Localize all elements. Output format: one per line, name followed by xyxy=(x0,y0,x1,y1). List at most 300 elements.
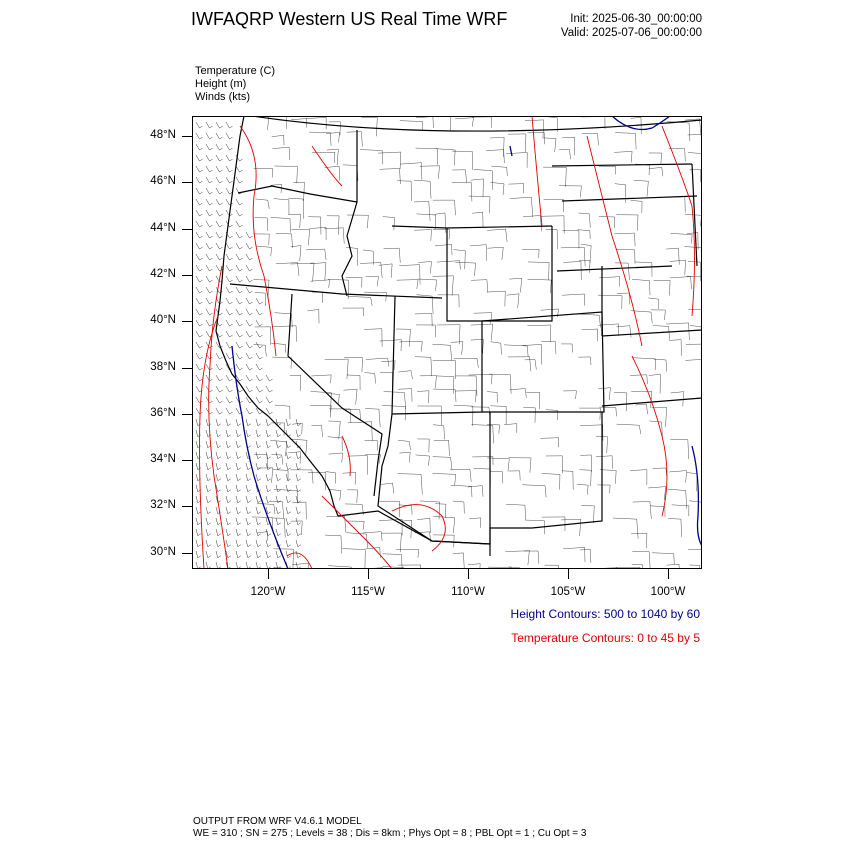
wind-barb xyxy=(246,331,253,337)
wind-barb xyxy=(206,133,213,139)
init-time: Init: 2025-06-30_00:00:00 xyxy=(570,13,702,25)
wind-barb xyxy=(256,441,261,448)
wind-barb xyxy=(226,397,233,403)
wa-or-border xyxy=(238,186,357,202)
wind-barb xyxy=(196,221,203,227)
wind-barb xyxy=(216,397,223,403)
wind-barb xyxy=(246,298,253,304)
wind-barb xyxy=(276,529,281,536)
wind-barb xyxy=(226,441,231,448)
wind-barb xyxy=(226,276,233,282)
wind-barb xyxy=(226,507,231,514)
lon-label: 110°W xyxy=(451,586,485,598)
wind-barb xyxy=(216,474,221,481)
wind-barb xyxy=(236,540,241,547)
wind-barb xyxy=(236,309,243,315)
lat-tick xyxy=(182,368,192,369)
wind-barb xyxy=(246,419,251,426)
wind-barb xyxy=(196,331,203,337)
wind-barb xyxy=(196,441,201,448)
42n-border xyxy=(230,284,442,298)
wind-barb xyxy=(196,155,203,161)
wind-barb xyxy=(196,210,203,216)
map-panel xyxy=(192,116,702,569)
wind-barb xyxy=(236,331,243,337)
wind-barb xyxy=(216,419,221,426)
wind-barb xyxy=(216,364,223,370)
lon-tick xyxy=(568,569,569,579)
wind-barb xyxy=(226,463,231,470)
wind-barb xyxy=(216,518,221,525)
wind-barb xyxy=(256,419,261,426)
lon-label: 115°W xyxy=(351,586,385,598)
wind-barb xyxy=(266,397,273,403)
wind-barb xyxy=(276,452,281,459)
wind-barb xyxy=(216,529,221,536)
wind-barb xyxy=(266,375,273,381)
wind-barb xyxy=(226,474,231,481)
wind-barb xyxy=(196,309,203,315)
wind-barb xyxy=(246,309,253,315)
wind-barb xyxy=(236,364,243,370)
wind-barb xyxy=(216,155,223,161)
wind-barb xyxy=(196,320,203,326)
wind-barb xyxy=(276,485,281,492)
wind-barb xyxy=(226,419,231,426)
wind-barb xyxy=(206,298,213,304)
wind-barb xyxy=(216,144,223,150)
wind-barb xyxy=(286,496,291,503)
wind-barb xyxy=(196,507,201,514)
wind-barb xyxy=(206,155,213,161)
wind-barb xyxy=(236,485,241,492)
wind-barb xyxy=(196,298,203,304)
wind-barb xyxy=(196,232,203,238)
wind-barb xyxy=(256,452,261,459)
ut-co-border xyxy=(392,321,482,414)
wind-barb xyxy=(256,309,263,315)
wind-barb xyxy=(266,419,271,426)
lat-label: 36°N xyxy=(150,406,176,419)
wind-barb xyxy=(196,408,203,414)
wind-barb xyxy=(206,419,211,426)
wind-barb xyxy=(226,386,233,392)
wind-barb xyxy=(216,452,221,459)
wind-barb xyxy=(206,518,211,525)
lat-tick xyxy=(182,182,192,183)
wind-barb xyxy=(246,232,253,238)
wind-barb xyxy=(226,243,233,249)
wind-barb xyxy=(226,265,233,271)
wind-barb xyxy=(206,265,213,271)
height-contours xyxy=(232,116,702,569)
wind-barb xyxy=(196,144,203,150)
wind-barb xyxy=(236,320,243,326)
dakota-borders xyxy=(552,164,697,271)
wind-barb xyxy=(196,199,203,205)
wind-barb xyxy=(256,474,261,481)
weather-map xyxy=(192,116,702,569)
wind-barb xyxy=(226,331,233,337)
wind-barb xyxy=(206,276,213,282)
wind-barb xyxy=(256,507,261,514)
wind-barb xyxy=(196,276,203,282)
wind-barb xyxy=(266,562,271,569)
temperature-contours-legend: Temperature Contours: 0 to 45 by 5 xyxy=(511,631,700,645)
wind-barb xyxy=(206,199,213,205)
wind-barb xyxy=(246,540,251,547)
wind-barb xyxy=(226,166,233,172)
wind-barb xyxy=(216,122,223,128)
wind-barb xyxy=(206,551,211,558)
wind-barb xyxy=(246,463,251,470)
wind-barb xyxy=(276,551,281,558)
lon-tick xyxy=(468,569,469,579)
wind-barb xyxy=(226,452,231,459)
wind-barb xyxy=(276,507,281,514)
wind-barb xyxy=(206,166,213,172)
state-boundaries xyxy=(216,116,702,556)
az-nm-border xyxy=(378,412,490,544)
wind-barb xyxy=(206,540,211,547)
wind-barb xyxy=(196,133,203,139)
wind-barb xyxy=(236,243,243,249)
wind-barb xyxy=(216,133,223,139)
wind-barb xyxy=(206,452,211,459)
lat-label: 48°N xyxy=(150,129,176,141)
lat-label: 44°N xyxy=(150,221,176,234)
wind-barb xyxy=(266,496,271,503)
wind-barb xyxy=(206,507,211,514)
wind-barb xyxy=(226,408,233,414)
wind-barb xyxy=(226,287,233,293)
wind-barb xyxy=(226,298,233,304)
wind-barb xyxy=(206,364,213,370)
wind-barb xyxy=(226,177,233,183)
wind-barb xyxy=(286,463,291,470)
lat-tick xyxy=(182,321,192,322)
wind-barb xyxy=(276,430,281,437)
wind-barb xyxy=(196,166,203,172)
model-options-line: WE = 310 ; SN = 275 ; Levels = 38 ; Dis = 8km ; Phys Opt = 8 ; PBL Opt = 1 ; Cu Opt = 3 xyxy=(193,828,587,839)
wind-barb xyxy=(196,430,201,437)
wind-barb xyxy=(206,287,213,293)
wind-barb xyxy=(256,320,263,326)
height-contours-legend: Height Contours: 500 to 1040 by 60 xyxy=(510,607,700,621)
wind-barb xyxy=(206,254,213,260)
wind-barb xyxy=(206,144,213,150)
lat-label: 38°N xyxy=(150,360,176,373)
lat-tick xyxy=(182,460,192,461)
wind-barb xyxy=(216,221,223,227)
wind-barb xyxy=(296,496,301,503)
wind-barb xyxy=(196,254,203,260)
wind-barb xyxy=(246,518,251,525)
wind-barb xyxy=(286,485,291,492)
chart-title: IWFAQRP Western US Real Time WRF xyxy=(191,9,508,29)
wind-barb xyxy=(266,529,271,536)
wind-barb xyxy=(216,540,221,547)
wind-barb xyxy=(206,529,211,536)
wind-barb xyxy=(296,463,301,470)
wind-barb xyxy=(266,551,271,558)
wind-barb xyxy=(246,243,253,249)
wind-barb xyxy=(236,287,243,293)
wind-barb xyxy=(206,122,213,128)
wind-barb xyxy=(196,177,203,183)
wind-barb xyxy=(236,177,243,183)
wind-barb xyxy=(276,518,281,525)
model-info-line: OUTPUT FROM WRF V4.6.1 MODEL xyxy=(193,816,362,827)
wind-barb xyxy=(236,254,243,260)
lon-tick xyxy=(368,569,369,579)
wind-barb xyxy=(276,496,281,503)
lat-tick xyxy=(182,136,192,137)
lat-label: 40°N xyxy=(150,314,176,327)
wind-barb xyxy=(266,386,273,392)
field-height-label: Height (m) xyxy=(195,78,247,90)
wind-barb xyxy=(236,562,241,569)
wind-barb xyxy=(296,474,301,481)
wind-barb xyxy=(226,254,233,260)
wind-barb xyxy=(286,529,291,536)
wind-barb xyxy=(216,441,221,448)
wind-barb xyxy=(246,375,253,381)
wind-barb xyxy=(196,287,203,293)
wind-barb xyxy=(256,529,261,536)
wind-barb xyxy=(246,342,253,348)
nv-ut-border xyxy=(392,296,395,414)
wind-barb xyxy=(236,441,241,448)
wind-barb xyxy=(216,177,223,183)
nm-south-border xyxy=(490,412,602,544)
wind-barb xyxy=(216,353,223,359)
wind-barb xyxy=(206,232,213,238)
wind-barb xyxy=(196,397,203,403)
wind-barb xyxy=(236,474,241,481)
wind-barb xyxy=(236,496,241,503)
wind-barb xyxy=(256,518,261,525)
wind-barb xyxy=(266,474,271,481)
field-temperature-label: Temperature (C) xyxy=(195,65,276,77)
wind-barb xyxy=(236,265,243,271)
wind-barb xyxy=(226,496,231,503)
wind-barb xyxy=(206,177,213,183)
field-winds-label: Winds (kts) xyxy=(195,91,250,103)
wind-barb xyxy=(236,518,241,525)
wind-barb xyxy=(256,463,261,470)
wind-barb xyxy=(216,188,223,194)
lon-label: 100°W xyxy=(650,586,686,598)
wind-barb xyxy=(226,430,231,437)
wind-barb xyxy=(226,353,233,359)
wind-barb xyxy=(296,529,301,536)
wind-barb xyxy=(236,430,241,437)
co-border xyxy=(482,312,604,412)
lon-tick xyxy=(268,569,269,579)
lat-label: 42°N xyxy=(150,267,176,280)
valid-time: Valid: 2025-07-06_00:00:00 xyxy=(560,27,702,39)
wind-barb xyxy=(206,188,213,194)
wind-barb xyxy=(236,419,241,426)
lat-label: 32°N xyxy=(150,499,176,512)
wind-barb xyxy=(196,529,201,536)
wind-barb xyxy=(266,441,271,448)
wind-barb xyxy=(236,463,241,470)
wind-barb xyxy=(206,320,213,326)
wind-barb xyxy=(236,210,243,216)
wind-barb xyxy=(266,408,273,414)
mt-southern-border xyxy=(392,226,552,228)
wind-barb xyxy=(236,452,241,459)
wind-barb xyxy=(196,342,203,348)
lat-label: 46°N xyxy=(150,175,176,188)
wind-barb xyxy=(196,452,201,459)
wind-barb xyxy=(226,144,233,150)
wind-barb xyxy=(216,551,221,558)
wind-barb xyxy=(226,309,233,315)
wind-barb xyxy=(246,386,253,392)
wind-barb xyxy=(256,298,263,304)
lat-tick xyxy=(182,506,192,507)
wind-barb xyxy=(246,474,251,481)
wind-barb xyxy=(266,430,271,437)
wind-barb xyxy=(216,199,223,205)
wind-barb xyxy=(226,529,231,536)
wind-barb xyxy=(226,518,231,525)
wind-barb xyxy=(216,232,223,238)
wind-barb xyxy=(206,243,213,249)
wind-barb xyxy=(196,375,203,381)
lat-tick xyxy=(182,275,192,276)
wind-barb xyxy=(216,375,223,381)
wind-barb xyxy=(296,540,301,547)
wind-barb xyxy=(236,199,243,205)
wind-barb xyxy=(246,551,251,558)
wind-barb xyxy=(236,221,243,227)
wind-barb xyxy=(206,463,211,470)
wind-barb xyxy=(196,562,201,569)
wind-barb xyxy=(246,287,253,293)
wind-barb xyxy=(206,309,213,315)
wind-barb xyxy=(236,551,241,558)
wind-barb xyxy=(226,485,231,492)
wind-barb xyxy=(246,364,253,370)
wind-barb xyxy=(236,529,241,536)
wind-barb xyxy=(216,463,221,470)
wind-barb xyxy=(256,331,263,337)
wind-barb xyxy=(296,562,301,569)
wind-barb xyxy=(286,540,291,547)
idaho-border xyxy=(342,130,357,296)
wind-barb xyxy=(256,364,263,370)
wind-barb xyxy=(196,243,203,249)
wind-barb xyxy=(286,518,291,525)
wind-barb xyxy=(276,463,281,470)
wind-barb xyxy=(296,518,301,525)
wind-barb xyxy=(216,562,221,569)
wind-barb xyxy=(196,364,203,370)
wind-barb xyxy=(286,452,291,459)
wind-barb xyxy=(246,265,253,271)
wind-barb xyxy=(246,254,253,260)
wind-barb xyxy=(246,430,251,437)
wind-barb xyxy=(196,122,203,128)
wind-barb xyxy=(266,463,271,470)
wind-barb xyxy=(226,122,233,128)
wind-barb xyxy=(236,507,241,514)
wind-barb xyxy=(256,353,263,359)
wind-barb xyxy=(216,243,223,249)
wind-barb xyxy=(276,441,281,448)
wind-barb xyxy=(196,353,203,359)
wind-barb xyxy=(266,452,271,459)
wind-barb xyxy=(206,496,211,503)
county-boundaries xyxy=(252,116,702,569)
wind-barb xyxy=(206,397,213,403)
wind-barb xyxy=(206,474,211,481)
wind-barb xyxy=(286,419,291,426)
wind-barb xyxy=(196,540,201,547)
wind-barb xyxy=(206,562,211,569)
wind-barb xyxy=(256,562,261,569)
lon-label: 105°W xyxy=(550,586,586,598)
wind-barb xyxy=(216,408,223,414)
wind-barb xyxy=(236,353,243,359)
wind-barb xyxy=(226,188,233,194)
wind-barb xyxy=(246,529,251,536)
wind-barb xyxy=(216,386,223,392)
wind-barb xyxy=(226,375,233,381)
wind-barb xyxy=(206,485,211,492)
wind-barb xyxy=(266,540,271,547)
lat-label: 34°N xyxy=(150,453,176,466)
ca-nv-border xyxy=(288,294,382,496)
wind-barb xyxy=(236,232,243,238)
wind-barb xyxy=(216,430,221,437)
wind-barb xyxy=(246,408,253,414)
wind-barb xyxy=(206,210,213,216)
wind-barb xyxy=(246,507,251,514)
wind-barb xyxy=(246,562,251,569)
wind-barb xyxy=(216,166,223,172)
temperature-contours xyxy=(200,116,695,569)
wind-barb xyxy=(226,155,233,161)
wind-barb xyxy=(196,518,201,525)
wind-barb xyxy=(216,210,223,216)
wind-barb xyxy=(196,265,203,271)
wind-barb xyxy=(236,276,243,282)
lat-tick xyxy=(182,414,192,415)
wind-barb xyxy=(296,419,301,426)
wind-barb xyxy=(236,166,243,172)
wind-barb xyxy=(196,551,201,558)
wind-barb xyxy=(256,540,261,547)
wind-barb xyxy=(256,397,263,403)
wind-barb xyxy=(236,342,243,348)
wind-barb xyxy=(206,221,213,227)
lon-tick xyxy=(668,569,669,579)
lat-tick xyxy=(182,229,192,230)
wind-barb xyxy=(226,320,233,326)
wind-barb xyxy=(286,474,291,481)
wind-barb xyxy=(236,298,243,304)
lat-label: 30°N xyxy=(150,545,176,558)
wind-barb xyxy=(246,485,251,492)
wind-barb xyxy=(246,320,253,326)
wind-barb xyxy=(296,452,301,459)
wind-barb xyxy=(246,353,253,359)
